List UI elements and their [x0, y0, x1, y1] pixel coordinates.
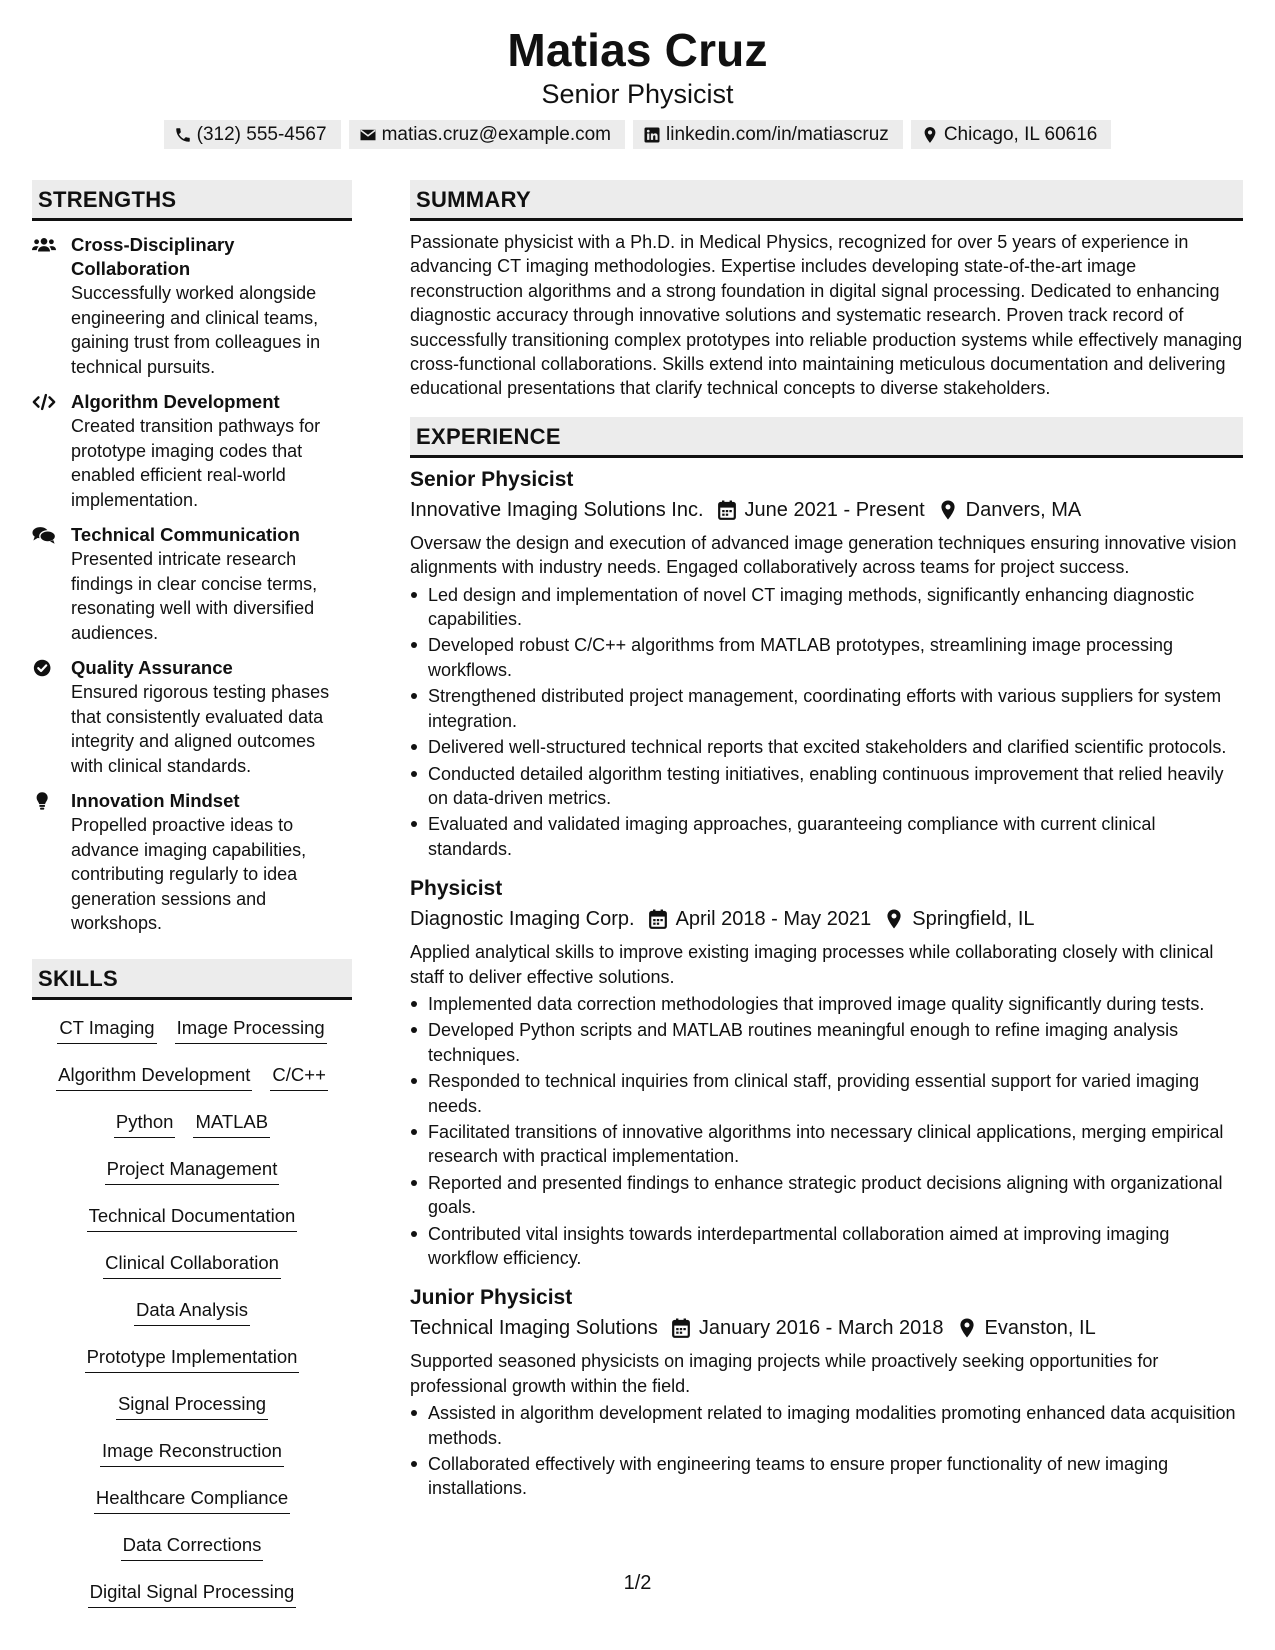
bullet-item: Contributed vital insights towards interdepartmental collaboration aimed at improving imaging workflow efficiency. — [410, 1222, 1243, 1271]
candidate-name: Matias Cruz — [507, 24, 768, 76]
skill-tag: Digital Signal Processing — [88, 1575, 297, 1608]
job-description: Applied analytical skills to improve existing imaging processes while collaborating closely with clinical staff to deliver effective solutions. — [410, 942, 1214, 987]
job-location: Evanston, IL — [984, 1317, 1096, 1340]
skill-tag: C/C++ — [270, 1058, 327, 1091]
bullet-item: Evaluated and validated imaging approaches, guaranteeing compliance with current clinical standards. — [410, 812, 1243, 861]
bullet-item: Conducted detailed algorithm testing initiatives, enabling continuous improvement that relied heavily on data-driven metrics. — [410, 762, 1243, 811]
strength-item — [32, 233, 352, 379]
users-icon — [32, 235, 56, 255]
skill-tag: Prototype Implementation — [85, 1340, 300, 1373]
bullet-item: Facilitated transitions of innovative algorithms into necessary clinical applications, merging empirical research with practical implementation. — [410, 1120, 1243, 1169]
job-company: Technical Imaging Solutions — [410, 1317, 658, 1340]
strength-title: Algorithm Development — [71, 391, 280, 412]
job-dates: April 2018 - May 2021 — [675, 908, 872, 931]
contact-phone[interactable] — [164, 120, 341, 149]
left-column — [32, 180, 352, 1617]
skill-tag: Image Processing — [175, 1011, 327, 1044]
bullet-item: Led design and implementation of novel CT imaging methods, significantly enhancing diagnostic capabilities. — [410, 583, 1243, 632]
comments-icon — [32, 525, 56, 545]
bullet-item: Developed Python scripts and MATLAB routines meaningful enough to refine imaging analysis techniques. — [410, 1018, 1243, 1067]
job-bullets — [410, 992, 1243, 1270]
contact-email[interactable] — [349, 120, 625, 149]
job-entry — [410, 1284, 1243, 1500]
skill-tag: Technical Documentation — [87, 1199, 298, 1232]
strengths-heading: STRENGTHS — [32, 180, 352, 221]
bullet-item: Assisted in algorithm development related to imaging modalities promoting enhanced data acquisition methods. — [410, 1401, 1243, 1450]
contact-email-text: matias.cruz@example.com — [381, 124, 611, 145]
skill-tag: Signal Processing — [116, 1387, 268, 1420]
lightbulb-icon — [32, 791, 56, 811]
bullet-item: Developed robust C/C++ algorithms from MATLAB prototypes, streamlining image processing workflows. — [410, 633, 1243, 682]
bullet-item: Collaborated effectively with engineering teams to ensure proper functionality of new imaging installations. — [410, 1452, 1243, 1501]
skill-tag: Project Management — [105, 1152, 280, 1185]
contact-linkedin-text: linkedin.com/in/matiascruz — [666, 124, 889, 145]
job-description: Supported seasoned physicists on imaging projects while proactively seeking opportunities for professional growth within the field. — [410, 1351, 1159, 1396]
summary-text: Passionate physicist with a Ph.D. in Medical Physics, recognized for over 5 years of experience in advancing CT imaging methodologies. Expertise includes developing state-of-the-art image reconstruction algorithms and a strong foundation in digital signal processing. Dedicated to enhancing diagnostic accuracy through innovative solutions and systematic research. Proven track record of successfully transitioning complex prototypes into reliable production systems while effectively managing cross-functional collaborations. Skills extend into maintaining meticulous documentation and delivering educational presentations that clarify technical concepts to diverse stakeholders. — [410, 232, 1243, 399]
bullet-item: Strengthened distributed project management, coordinating efforts with various suppliers for system integration. — [410, 684, 1243, 733]
job-meta — [410, 904, 1243, 934]
job-location: Springfield, IL — [912, 908, 1035, 931]
job-bullets — [410, 1401, 1243, 1501]
skill-tag: Data Analysis — [134, 1293, 250, 1326]
location-pin-icon — [921, 126, 939, 144]
strength-item — [32, 390, 352, 512]
skills-list — [32, 1000, 352, 1617]
job-meta — [410, 1313, 1243, 1343]
strength-desc: Propelled proactive ideas to advance imaging capabilities, contributing regularly to idea generation sessions and workshops. — [71, 815, 307, 933]
strength-desc: Created transition pathways for prototype imaging codes that enabled efficient real-world implementation. — [71, 416, 321, 510]
candidate-title: Senior Physicist — [541, 79, 734, 109]
check-circle-icon — [32, 658, 56, 678]
strength-title: Technical Communication — [71, 524, 300, 545]
contact-location-text: Chicago, IL 60616 — [943, 124, 1098, 145]
right-column — [410, 180, 1243, 1503]
summary-heading: SUMMARY — [410, 180, 1243, 221]
location-pin-icon — [958, 1318, 976, 1338]
skill-tag: CT Imaging — [57, 1011, 156, 1044]
skill-tag: Algorithm Development — [56, 1058, 252, 1091]
bullet-item: Reported and presented findings to enhance strategic product decisions aligning with organizational goals. — [410, 1171, 1243, 1220]
phone-icon — [174, 126, 192, 144]
calendar-icon — [718, 500, 736, 520]
strength-title: Cross-Disciplinary Collaboration — [71, 234, 235, 279]
job-title: Physicist — [410, 877, 503, 901]
job-dates: June 2021 - Present — [744, 498, 925, 521]
job-title: Senior Physicist — [410, 467, 574, 491]
location-pin-icon — [939, 500, 957, 520]
strength-item — [32, 656, 352, 778]
location-pin-icon — [885, 909, 903, 929]
bullet-item: Responded to technical inquiries from clinical staff, providing essential support for varied imaging needs. — [410, 1069, 1243, 1118]
job-description: Oversaw the design and execution of advanced image generation techniques ensuring innovative vision alignments with industry needs. Engaged collaboratively across teams for project success. — [410, 532, 1237, 578]
experience-heading: EXPERIENCE — [410, 417, 1243, 458]
job-title: Junior Physicist — [410, 1286, 573, 1310]
strength-title: Quality Assurance — [71, 657, 233, 678]
skill-tag: Healthcare Compliance — [94, 1481, 290, 1514]
job-company: Diagnostic Imaging Corp. — [410, 908, 635, 931]
linkedin-icon — [643, 126, 661, 144]
bullet-item: Implemented data correction methodologies that improved image quality significantly during tests. — [410, 992, 1243, 1016]
strength-item — [32, 523, 352, 645]
code-icon — [32, 392, 56, 412]
skill-tag: Data Corrections — [121, 1528, 264, 1561]
job-company: Innovative Imaging Solutions Inc. — [410, 498, 704, 521]
job-location: Danvers, MA — [965, 498, 1082, 521]
strength-desc: Ensured rigorous testing phases that consistently evaluated data integrity and aligned outcomes with clinical standards. — [71, 682, 330, 776]
skill-tag: Clinical Collaboration — [103, 1246, 281, 1279]
skill-tag: Python — [114, 1105, 176, 1138]
resume-header — [0, 0, 1275, 149]
job-bullets — [410, 583, 1243, 861]
page-number: 1/2 — [623, 1572, 652, 1594]
skill-tag: MATLAB — [193, 1105, 270, 1138]
strength-desc: Presented intricate research findings in clear concise terms, resonating well with diversified audiences. — [71, 549, 318, 643]
strength-item — [32, 789, 352, 936]
strength-desc: Successfully worked alongside engineering and clinical teams, gaining trust from colleagues in technical pursuits. — [71, 283, 321, 377]
contact-bar — [0, 120, 1275, 149]
envelope-icon — [359, 126, 377, 144]
job-dates: January 2016 - March 2018 — [698, 1317, 944, 1340]
job-entry — [410, 466, 1243, 861]
calendar-icon — [672, 1318, 690, 1338]
strength-title: Innovation Mindset — [71, 790, 240, 811]
contact-location — [911, 120, 1112, 149]
calendar-icon — [649, 909, 667, 929]
skills-heading: SKILLS — [32, 959, 352, 1000]
job-meta — [410, 495, 1243, 525]
job-entry — [410, 875, 1243, 1270]
bullet-item: Delivered well-structured technical reports that excited stakeholders and clarified scientific protocols. — [410, 735, 1243, 759]
contact-phone-text: (312) 555-4567 — [196, 124, 327, 145]
skill-tag: Image Reconstruction — [100, 1434, 284, 1467]
contact-linkedin[interactable] — [633, 120, 903, 149]
